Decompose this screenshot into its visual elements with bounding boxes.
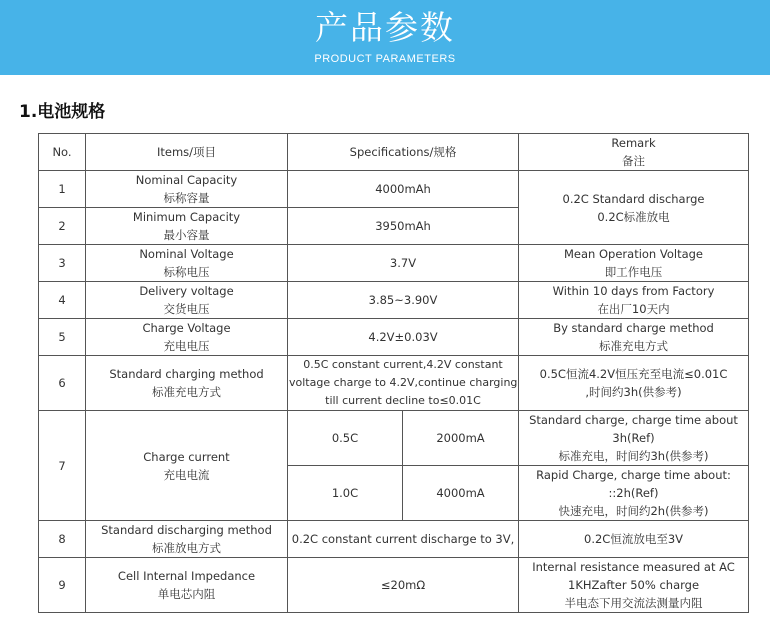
section-title: 1.电池规格 — [19, 102, 106, 122]
row-no: 8 — [39, 521, 86, 558]
row-spec: ≤20mΩ — [288, 558, 519, 613]
row-no: 5 — [39, 319, 86, 356]
row-no: 3 — [39, 245, 86, 282]
header-remark-cn: 备注 — [622, 154, 646, 168]
remark-line: 标准充电，时间约3h(供参考) — [558, 449, 709, 463]
row-no: 2 — [39, 208, 86, 245]
row-remark — [519, 466, 749, 521]
item-en: Charge current — [143, 449, 230, 464]
remark-en: Mean Operation Voltage — [564, 247, 704, 261]
remark-line: Standard charge, charge time about — [529, 413, 738, 427]
spec-line: voltage charge to 4.2V,continue charging — [289, 376, 518, 389]
row-spec: 4000mAh — [288, 171, 519, 208]
row-item — [86, 319, 288, 356]
remark-line: Rapid Charge, charge time about: — [536, 468, 731, 482]
remark-line: ::2h(Ref) — [608, 486, 659, 500]
item-en: Minimum Capacity — [132, 210, 241, 224]
row-item — [86, 171, 288, 208]
item-cn: 标称电压 — [163, 265, 210, 279]
remark-en: 0.2C Standard discharge — [562, 191, 705, 206]
item-en: Nominal Voltage — [139, 247, 234, 261]
header-spec: Specifications/规格 — [288, 134, 519, 171]
charge-value: 2000mA — [403, 411, 519, 466]
header-no: No. — [39, 134, 86, 171]
item-en: Delivery voltage — [139, 284, 234, 298]
row-remark — [519, 319, 749, 356]
remark-line: 3h(Ref) — [612, 431, 655, 445]
row-item — [86, 558, 288, 613]
table-row — [39, 282, 749, 319]
item-en: Cell Internal Impedance — [117, 569, 256, 583]
remark-line: Internal resistance measured at AC — [532, 560, 735, 574]
table-row — [39, 521, 749, 558]
remark-line: 0.5C恒流4.2V恒压充至电流≤0.01C — [539, 367, 728, 381]
remark-cn: 0.2C标准放电 — [597, 209, 670, 224]
item-cn: 标称容量 — [163, 191, 210, 205]
table-row — [39, 558, 749, 613]
item-en: Charge Voltage — [142, 321, 231, 335]
banner-title: 产品参数 — [315, 8, 455, 47]
row-item — [86, 521, 288, 558]
item-en: Standard charging method — [109, 367, 264, 381]
row-remark — [519, 171, 749, 245]
spec-line: till current decline to≤0.01C — [325, 394, 481, 407]
remark-en: Within 10 days from Factory — [552, 284, 715, 298]
charge-rate: 1.0C — [288, 466, 403, 521]
table-row — [39, 171, 749, 208]
row-spec — [288, 356, 519, 411]
table-row — [39, 319, 749, 356]
header-banner — [0, 0, 770, 75]
row-item — [86, 411, 288, 521]
remark-cn: 标准充电方式 — [599, 339, 669, 353]
remark-cn: 在出厂10天内 — [597, 302, 670, 316]
remark-line: 快速充电，时间约2h(供参考) — [558, 504, 709, 518]
row-no: 6 — [39, 356, 86, 411]
header-items: Items/项目 — [86, 134, 288, 171]
row-no: 4 — [39, 282, 86, 319]
remark-cn: 即工作电压 — [604, 265, 663, 279]
table-header-row — [39, 134, 749, 171]
remark-line: ,时间约3h(供参考) — [585, 385, 682, 399]
row-item — [86, 208, 288, 245]
item-en: Nominal Capacity — [135, 173, 238, 187]
remark-line: 1KHZafter 50% charge — [568, 578, 700, 592]
table-row — [39, 411, 749, 466]
remark-line: 半电态下用交流法测量内阻 — [564, 596, 703, 610]
item-cn: 充电电流 — [163, 467, 210, 482]
row-spec: 3.7V — [288, 245, 519, 282]
charge-value: 4000mA — [403, 466, 519, 521]
table-row — [39, 245, 749, 282]
row-remark — [519, 411, 749, 466]
header-remark — [519, 134, 749, 171]
item-cn: 交货电压 — [163, 302, 210, 316]
row-no: 1 — [39, 171, 86, 208]
item-cn: 最小容量 — [163, 228, 210, 242]
row-remark — [519, 245, 749, 282]
row-spec: 4.2V±0.03V — [288, 319, 519, 356]
battery-spec-table — [38, 133, 749, 613]
row-spec: 3950mAh — [288, 208, 519, 245]
table-row — [39, 356, 749, 411]
row-no: 7 — [39, 411, 86, 521]
row-remark — [519, 558, 749, 613]
item-cn: 单电芯内阻 — [157, 587, 216, 601]
row-remark: 0.2C恒流放电至3V — [519, 521, 749, 558]
item-cn: 标准放电方式 — [152, 541, 221, 555]
row-remark — [519, 282, 749, 319]
item-cn: 标准充电方式 — [152, 385, 221, 399]
item-cn: 充电电压 — [163, 339, 210, 353]
charge-rate: 0.5C — [288, 411, 403, 466]
row-remark — [519, 356, 749, 411]
row-item — [86, 356, 288, 411]
header-remark-en: Remark — [611, 136, 656, 150]
remark-en: By standard charge method — [553, 321, 714, 335]
banner-subtitle: PRODUCT PARAMETERS — [314, 53, 456, 65]
row-item — [86, 245, 288, 282]
row-spec: 0.2C constant current discharge to 3V, — [288, 521, 519, 558]
row-spec: 3.85~3.90V — [288, 282, 519, 319]
row-no: 9 — [39, 558, 86, 613]
row-item — [86, 282, 288, 319]
spec-line: 0.5C constant current,4.2V constant — [303, 358, 503, 371]
item-en: Standard discharging method — [101, 523, 272, 537]
